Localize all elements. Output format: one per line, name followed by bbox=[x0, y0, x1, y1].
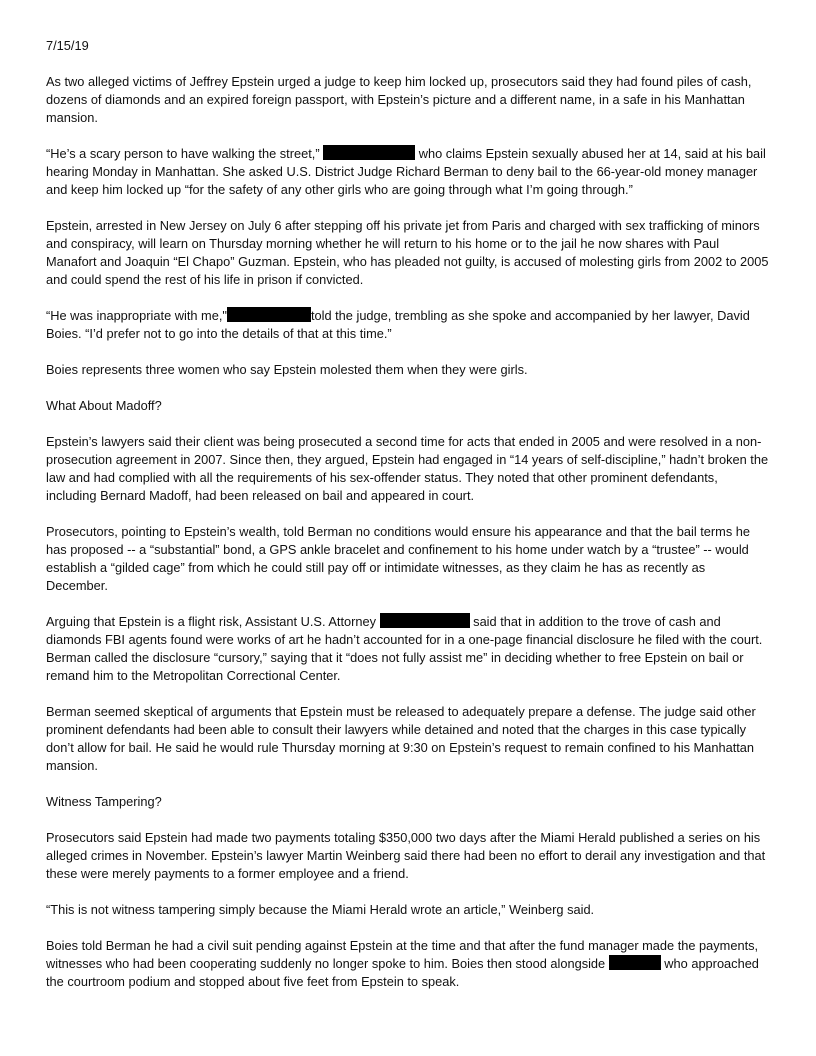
paragraph-10: Prosecutors said Epstein had made two payments totaling $350,000 two days after the Miami Herald published a series on his alleged crimes in November. Epstein’s lawyer Martin Weinberg said there had been no effort to derail any investigation and that these were merely payments to a former employee and a friend. bbox=[46, 830, 766, 881]
redaction-box bbox=[609, 955, 661, 970]
paragraph-7: Prosecutors, pointing to Epstein’s wealth, told Berman no conditions would ensure his appearance and that the bail terms he has proposed -- a “substantial” bond, a GPS ankle bracelet and confinement to his home under watch by a “trustee” -- would establish a “gilded cage” from which he could still pay off or intimidate witnesses, as they claim he has as recently as December. bbox=[46, 524, 751, 593]
paragraph-2-text-b: who claims Epstein sexually abused her at 14, said at his bail hearing Monday in Manhattan. She asked U.S. District Judge Richard Berman to deny bail to the 66-year-old money manager and keep him locked up “for the safety of any other girls who are going through what I’m going through.” bbox=[46, 146, 766, 197]
paragraph-3: Epstein, arrested in New Jersey on July 6 after stepping off his private jet from Paris and charged with sex trafficking of minors and conspiracy, will learn on Thursday morning whether he will return to his home or to the jail he now shares with Paul Manafort and Joaquin “El Chapo” Guzman. Epstein, who has pleaded not guilty, is accused of molesting girls from 2002 to 2005 and could spend the rest of his life in prison if convicted. bbox=[46, 218, 769, 287]
paragraph-5: Boies represents three women who say Epstein molested them when they were girls. bbox=[46, 362, 528, 377]
redaction-box bbox=[323, 145, 415, 160]
paragraph-4-text-b: told the judge, trembling as she spoke and accompanied by her lawyer, David Boies. “I’d prefer not to go into the details of that at this time.” bbox=[46, 308, 750, 341]
paragraph-8 bbox=[46, 613, 770, 685]
paragraph-12-text-a: Boies told Berman he had a civil suit pending against Epstein at the time and that after the fund manager made the payments, witnesses who had been cooperating suddenly no longer spoke to him. Boies then stood alongside bbox=[46, 938, 759, 971]
paragraph-11: “This is not witness tampering simply because the Miami Herald wrote an article,” Weinberg said. bbox=[46, 902, 595, 917]
paragraph-4 bbox=[46, 307, 770, 343]
paragraph-4-text-a: “He was inappropriate with me," bbox=[46, 308, 227, 323]
document-date: 7/15/19 bbox=[46, 38, 89, 53]
paragraph-1: As two alleged victims of Jeffrey Epstein urged a judge to keep him locked up, prosecutors said they had found piles of cash, dozens of diamonds and an expired foreign passport, with Epstein’s picture and a different name, in a safe in his Manhattan mansion. bbox=[46, 74, 752, 125]
paragraph-12-text-b: who approached the courtroom podium and stopped about five feet from Epstein to speak. bbox=[46, 956, 759, 989]
paragraph-8-text-b: said that in addition to the trove of cash and diamonds FBI agents found were works of art he hadn’t accounted for in a one-page financial disclosure he filed with the court. Berman called the disclosure “cursory,” saying that it “does not fully assist me” in deciding whether to free Epstein on bail or remand him to the Metropolitan Correctional Center. bbox=[46, 614, 763, 683]
paragraph-2-text-a: “He’s a scary person to have walking the street,” bbox=[46, 146, 320, 161]
section-heading-madoff: What About Madoff? bbox=[46, 398, 162, 413]
paragraph-2 bbox=[46, 145, 770, 199]
paragraph-12 bbox=[46, 937, 770, 991]
redaction-box bbox=[380, 613, 470, 628]
paragraph-8-text-a: Arguing that Epstein is a flight risk, Assistant U.S. Attorney bbox=[46, 614, 377, 629]
section-heading-witness-tampering: Witness Tampering? bbox=[46, 794, 162, 809]
paragraph-9: Berman seemed skeptical of arguments that Epstein must be released to adequately prepare a defense. The judge said other prominent defendants had been able to consult their lawyers while detained and noted that the charges in this case typically don’t allow for bail. He said he would rule Thursday morning at 9:30 on Epstein’s request to remain confined to his Manhattan mansion. bbox=[46, 704, 756, 773]
redaction-box bbox=[227, 307, 311, 322]
paragraph-6: Epstein’s lawyers said their client was being prosecuted a second time for acts that ended in 2005 and were resolved in a non-prosecution agreement in 2007. Since then, they argued, Epstein had engaged in “14 years of self-discipline,” hadn’t broken the law and had complied with all the requirements of his sex-offender status. They noted that other prominent defendants, including Bernard Madoff, had been released on bail and appeared in court. bbox=[46, 434, 769, 503]
